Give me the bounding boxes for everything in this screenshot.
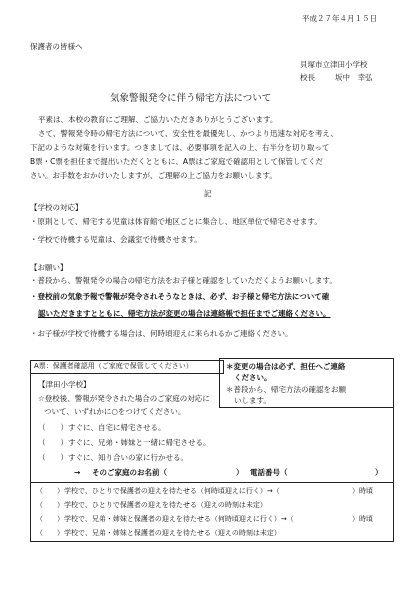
ki-mark: 記 — [204, 189, 212, 198]
option-go-home[interactable]: （ ）すぐに、自宅に帰宅させる。 — [38, 423, 166, 432]
phone-label: 電話番号（ — [250, 468, 288, 477]
form-instruction: ついて、いずれかに○をつけてください。 — [44, 407, 186, 416]
intro-line: 平素は、本校の教育にご理解、ご協力いただきありがとうございます。 — [38, 115, 278, 124]
intro-line: B票・C票を担任まで提出いただくとともに、A票はご家庭で確認用として保管してくだ — [30, 157, 324, 166]
school-response-item: ・学校で待機する児童は、会議室で待機させます。 — [30, 235, 202, 244]
request-item: ・お子様が学校で待機する場合は、何時頃迎えに来られるかご連絡ください。 — [30, 329, 293, 338]
request-item-emphasis: 認いただきますとともに、帰宅方法が変更の場合は連絡帳で担任までご連絡ください。 — [38, 309, 331, 318]
time-suffix: ）時頃 — [352, 515, 373, 523]
form-label-box — [30, 360, 224, 374]
form-instruction: ☆登校後、警報が発令された場合のご家庭の対応に — [38, 394, 210, 403]
wait-option-timed[interactable]: （ ）学校で、ひとりで保護者の迎えを待たせる（何時頃迎えに行く）→（ — [36, 487, 280, 495]
time-suffix: ）時頃 — [352, 487, 373, 495]
destination-name-label: そのご家庭のお名前（ — [92, 468, 167, 477]
form-divider — [30, 482, 394, 483]
phone-close: ） — [375, 468, 383, 477]
wait-option-siblings-untimed[interactable]: （ ）学校で、兄弟・姉妹と保護者の迎えを待たせる（迎えの時刻は未定） — [36, 529, 281, 537]
addressee: 保護者の皆様へ — [30, 42, 83, 51]
intro-line: さい。お手数をおかけいたしますが、ご理解の上ご協力をお願いします。 — [30, 171, 277, 180]
arrow-icon: → — [74, 468, 81, 477]
school-tag: 【津田小学校】 — [38, 380, 91, 389]
destination-name-close: ） — [236, 468, 244, 477]
change-note-line: ください。 — [234, 373, 272, 382]
wait-option-siblings-timed[interactable]: （ ）学校で、兄弟・姉妹と保護者の迎えを待たせる（何時頃迎えに行く）→（ — [36, 515, 294, 523]
principal-name: 坂中 幸弘 — [335, 73, 373, 82]
intro-line: さて、警報発令時の帰宅方法について、安全性を最優先し、かつより迅速な対応を考え、 — [38, 129, 338, 138]
school-name: 貝塚市立津田小学校 — [300, 60, 368, 69]
document-title: 気象警報発令に伴う帰宅方法について — [110, 93, 272, 104]
requests-heading: 【お願い】 — [30, 263, 68, 272]
option-go-home-with-siblings[interactable]: （ ）すぐに、兄弟・姉妹と一緒に帰宅させる。 — [38, 438, 211, 447]
change-note-line: ＊普段から、帰宅方法の確認をお願 — [226, 385, 346, 394]
request-item: ・普段から、警報発令の場合の帰宅方法をお子様と確認をしていただくようお願いします。 — [30, 276, 337, 285]
school-response-item: ・原則として、帰宅する児童は体育館で地区ごとに集合し、地区単位で帰宅させます。 — [30, 217, 322, 226]
date: 平成２７年４月１５日 — [302, 14, 377, 23]
request-item-emphasis: ・登校前の気象予報で警報が発令されそうなときは、必ず、お子様と帰宅方法について確 — [30, 292, 330, 301]
change-note-line: いします。 — [234, 396, 271, 405]
principal-title: 校長 — [300, 73, 315, 82]
option-go-to-acquaintance[interactable]: （ ）すぐに、知り合いの家に行かせる。 — [38, 453, 188, 462]
change-note-line: ＊変更の場合は必ず、担任へご連絡 — [226, 362, 346, 371]
intro-line: 下記のような対策を行います。つきましては、必要事項を記入の上、右半分を切り取って — [30, 143, 330, 152]
form-label: A票：保護者確認用（ご家庭で保管してください） — [34, 362, 193, 370]
wait-option-untimed[interactable]: （ ）学校で、ひとりで保護者の迎えを待たせる（迎えの時刻は未定） — [36, 501, 267, 509]
school-response-heading: 【学校の対応】 — [30, 203, 83, 212]
